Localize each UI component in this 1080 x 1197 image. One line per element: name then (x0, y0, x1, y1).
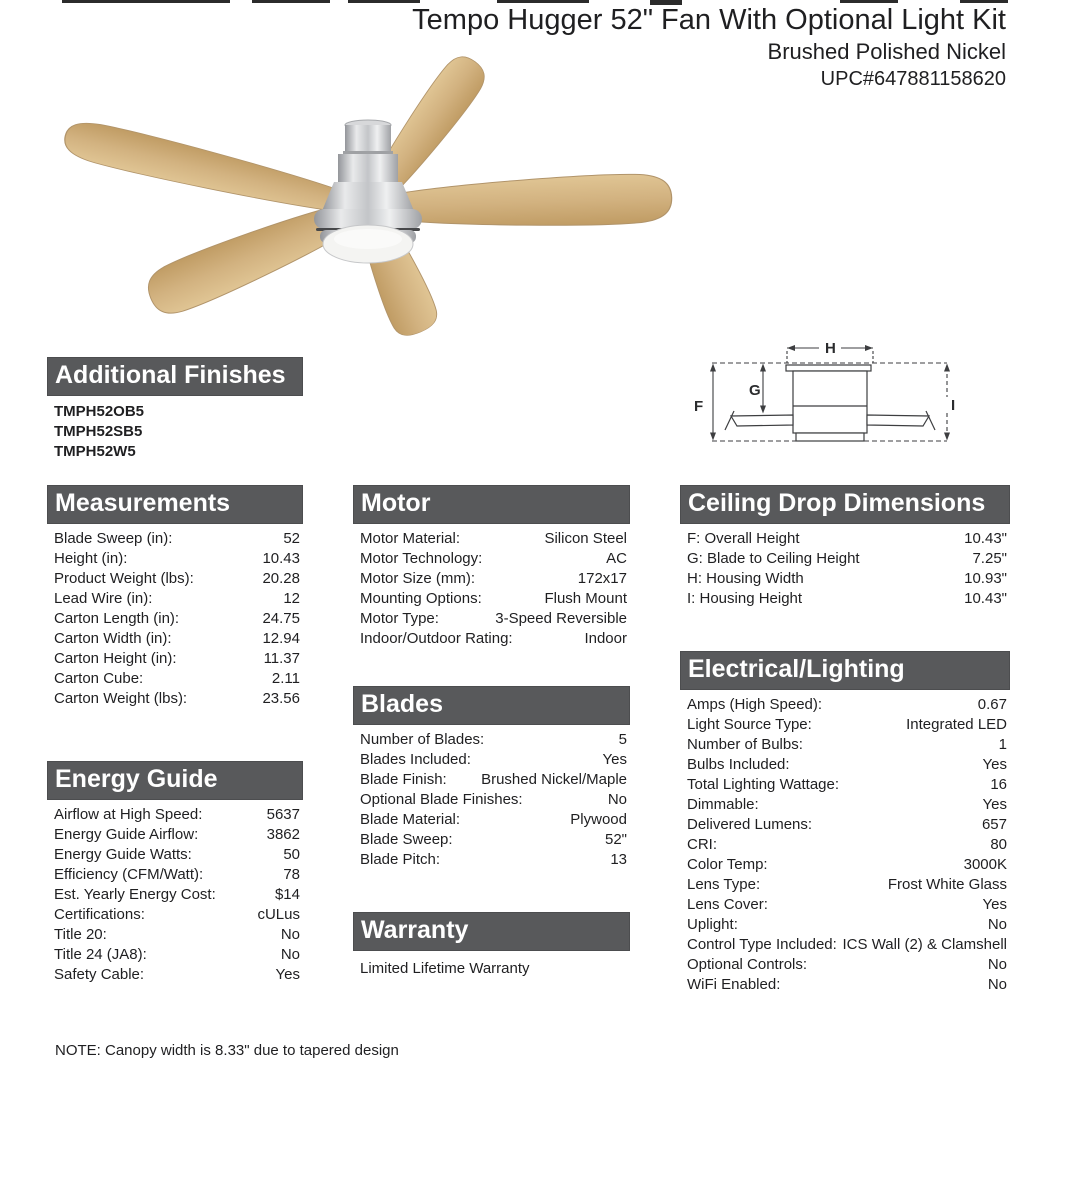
spec-label: Lens Cover: (687, 896, 768, 913)
spec-label: Lead Wire (in): (54, 590, 153, 607)
spec-value: 3862 (266, 826, 300, 843)
spec-value: 20.28 (262, 570, 300, 587)
spec-value: Frost White Glass (887, 876, 1007, 893)
spec-value: Integrated LED (906, 716, 1007, 733)
spec-row (47, 805, 303, 825)
spec-value: No (987, 956, 1007, 973)
diagram-label-g: G (749, 382, 761, 399)
spec-value: 24.75 (262, 610, 300, 627)
spec-label: Amps (High Speed): (687, 696, 823, 713)
spec-label: Airflow at High Speed: (54, 806, 203, 823)
finish-sku: TMPH52SB5 (54, 423, 143, 440)
spec-row (47, 689, 303, 709)
spec-label: Carton Cube: (54, 670, 144, 687)
spec-value: 23.56 (262, 690, 300, 707)
spec-label: Carton Length (in): (54, 610, 180, 627)
spec-label: Certifications: (54, 906, 145, 923)
spec-value: 52" (604, 831, 627, 848)
clipped-text-fragment (252, 0, 330, 3)
spec-label: Title 24 (JA8): (54, 946, 147, 963)
spec-label: Blade Pitch: (360, 851, 441, 868)
spec-label: Optional Controls: (687, 956, 808, 973)
spec-row (47, 549, 303, 569)
spec-value: 10.43" (964, 590, 1007, 607)
finish-sku: TMPH52OB5 (54, 403, 145, 420)
spec-value: 52 (283, 530, 300, 547)
spec-label: Mounting Options: (360, 590, 482, 607)
spec-value: No (987, 916, 1007, 933)
section-blades (353, 686, 630, 870)
spec-value: 10.43 (262, 550, 300, 567)
spec-label: H: Housing Width (687, 570, 804, 587)
section-warranty (353, 912, 630, 979)
spec-row (47, 905, 303, 925)
spec-row (47, 885, 303, 905)
spec-label: Blade Finish: (360, 771, 447, 788)
spec-label: I: Housing Height (687, 590, 803, 607)
spec-row (680, 875, 1010, 895)
spec-row (680, 715, 1010, 735)
spec-row (353, 589, 630, 609)
spec-row (47, 945, 303, 965)
spec-value: No (280, 946, 300, 963)
spec-row (47, 529, 303, 549)
spec-value: 11.37 (263, 650, 300, 667)
spec-row (353, 850, 630, 870)
section-header: Motor (353, 485, 630, 524)
spec-label: Blade Sweep (in): (54, 530, 173, 547)
spec-value: ICS Wall (2) & Clamshell (842, 936, 1007, 953)
spec-label: Carton Width (in): (54, 630, 172, 647)
spec-row (353, 770, 630, 790)
spec-value: Yes (982, 796, 1007, 813)
spec-value: 5 (618, 731, 627, 748)
spec-label: Energy Guide Watts: (54, 846, 192, 863)
spec-value: Yes (982, 896, 1007, 913)
spec-row (353, 629, 630, 649)
spec-value: 10.93" (964, 570, 1007, 587)
spec-label: Energy Guide Airflow: (54, 826, 199, 843)
spec-label: Color Temp: (687, 856, 768, 873)
spec-row (353, 810, 630, 830)
spec-label: F: Overall Height (687, 530, 800, 547)
spec-label: Motor Technology: (360, 550, 483, 567)
section-energy-guide (47, 761, 303, 985)
spec-value: Indoor (584, 630, 627, 647)
spec-label: Number of Blades: (360, 731, 485, 748)
spec-row (353, 750, 630, 770)
spec-value: 3000K (963, 856, 1007, 873)
spec-label: Title 20: (54, 926, 107, 943)
spec-value: Plywood (570, 811, 627, 828)
spec-row (680, 855, 1010, 875)
spec-row (680, 815, 1010, 835)
spec-row (680, 895, 1010, 915)
spec-label: Light Source Type: (687, 716, 812, 733)
spec-value: 12 (283, 590, 300, 607)
spec-value: No (607, 791, 627, 808)
spec-label: Efficiency (CFM/Watt): (54, 866, 204, 883)
spec-label: Carton Height (in): (54, 650, 177, 667)
spec-value: No (987, 976, 1007, 993)
spec-value: 16 (990, 776, 1007, 793)
section-ceiling-drop-dimensions (680, 485, 1010, 609)
finish-subtitle: Brushed Polished Nickel (767, 39, 1006, 64)
spec-value: $14 (274, 886, 300, 903)
spec-value: Silicon Steel (544, 530, 627, 547)
diagram-label-i: I (951, 397, 956, 414)
spec-label: Carton Weight (lbs): (54, 690, 188, 707)
spec-label: Est. Yearly Energy Cost: (54, 886, 216, 903)
section-electrical-lighting (680, 651, 1010, 995)
spec-label: Uplight: (687, 916, 738, 933)
spec-label: Number of Bulbs: (687, 736, 803, 753)
finish-sku: TMPH52W5 (54, 443, 136, 460)
section-header: Energy Guide (47, 761, 303, 800)
spec-label: Blade Material: (360, 811, 461, 828)
section-header: Measurements (47, 485, 303, 524)
spec-row (47, 609, 303, 629)
spec-row (47, 589, 303, 609)
spec-value: cULus (257, 906, 300, 923)
spec-row (353, 830, 630, 850)
spec-label: CRI: (687, 836, 717, 853)
spec-value: 172x17 (577, 570, 627, 587)
spec-value: 657 (981, 816, 1007, 833)
spec-value: 80 (990, 836, 1007, 853)
spec-row (353, 790, 630, 810)
spec-label: Motor Type: (360, 610, 439, 627)
section-additional-finishes (47, 357, 303, 462)
spec-row (353, 549, 630, 569)
spec-label: Optional Blade Finishes: (360, 791, 523, 808)
spec-value: 5637 (266, 806, 300, 823)
clipped-text-fragment (348, 0, 420, 3)
spec-label: Bulbs Included: (687, 756, 790, 773)
spec-label: Motor Material: (360, 530, 461, 547)
section-header: Additional Finishes (47, 357, 303, 396)
spec-row (680, 975, 1010, 995)
clipped-text-fragment (62, 0, 230, 3)
spec-label: Blade Sweep: (360, 831, 453, 848)
dimension-diagram (690, 333, 960, 448)
spec-label: Safety Cable: (54, 966, 145, 983)
spec-row (47, 845, 303, 865)
spec-value: Yes (602, 751, 627, 768)
spec-row (680, 735, 1010, 755)
spec-label: Blades Included: (360, 751, 471, 768)
spec-row (680, 835, 1010, 855)
warranty-text: Limited Lifetime Warranty (360, 960, 530, 977)
spec-row (680, 755, 1010, 775)
spec-row (680, 935, 1010, 955)
spec-label: Delivered Lumens: (687, 816, 813, 833)
spec-row (47, 865, 303, 885)
housing-drawing (725, 365, 935, 441)
spec-value: 13 (610, 851, 627, 868)
spec-row (680, 795, 1010, 815)
spec-value: Brushed Nickel/Maple (481, 771, 627, 788)
spec-row (47, 629, 303, 649)
spec-row (47, 669, 303, 689)
spec-value: Yes (275, 966, 300, 983)
diagram-label-h: H (825, 340, 836, 357)
spec-value: 3-Speed Reversible (495, 610, 627, 627)
section-measurements (47, 485, 303, 709)
spec-label: Motor Size (mm): (360, 570, 476, 587)
spec-label: Indoor/Outdoor Rating: (360, 630, 513, 647)
upc-code: UPC#647881158620 (820, 68, 1006, 90)
spec-value: No (280, 926, 300, 943)
spec-row (47, 649, 303, 669)
spec-row (353, 529, 630, 549)
spec-label: Height (in): (54, 550, 128, 567)
spec-label: Lens Type: (687, 876, 761, 893)
spec-label: Control Type Included: (687, 936, 837, 953)
diagram-label-f: F (694, 398, 704, 415)
spec-row (680, 915, 1010, 935)
spec-value: 12.94 (262, 630, 300, 647)
section-header: Blades (353, 686, 630, 725)
spec-row (680, 589, 1010, 609)
spec-value: 78 (283, 866, 300, 883)
spec-row (353, 730, 630, 750)
spec-label: Product Weight (lbs): (54, 570, 194, 587)
spec-label: Total Lighting Wattage: (687, 776, 840, 793)
spec-value: 7.25" (972, 550, 1007, 567)
spec-row (680, 695, 1010, 715)
spec-value: 50 (283, 846, 300, 863)
page-title: Tempo Hugger 52" Fan With Optional Light Kit (412, 4, 1006, 36)
spec-value: AC (606, 550, 627, 567)
spec-row (680, 569, 1010, 589)
spec-row (680, 775, 1010, 795)
spec-row (47, 569, 303, 589)
section-header: Ceiling Drop Dimensions (680, 485, 1010, 524)
spec-value: 2.11 (271, 670, 300, 687)
canopy-note: NOTE: Canopy width is 8.33" due to tapered design (55, 1042, 399, 1059)
spec-row (353, 609, 630, 629)
spec-value: Flush Mount (544, 590, 627, 607)
spec-row (680, 955, 1010, 975)
spec-label: Dimmable: (687, 796, 759, 813)
spec-row (47, 825, 303, 845)
spec-value: 10.43" (964, 530, 1007, 547)
spec-row (680, 529, 1010, 549)
spec-row (353, 569, 630, 589)
spec-row (680, 549, 1010, 569)
spec-value: 0.67 (977, 696, 1007, 713)
spec-label: WiFi Enabled: (687, 976, 781, 993)
spec-value: Yes (982, 756, 1007, 773)
fan-product-image (50, 48, 680, 338)
section-header: Warranty (353, 912, 630, 951)
spec-row (47, 925, 303, 945)
spec-value: 1 (998, 736, 1007, 753)
spec-label: G: Blade to Ceiling Height (687, 550, 860, 567)
section-motor (353, 485, 630, 649)
spec-row (47, 965, 303, 985)
section-header: Electrical/Lighting (680, 651, 1010, 690)
